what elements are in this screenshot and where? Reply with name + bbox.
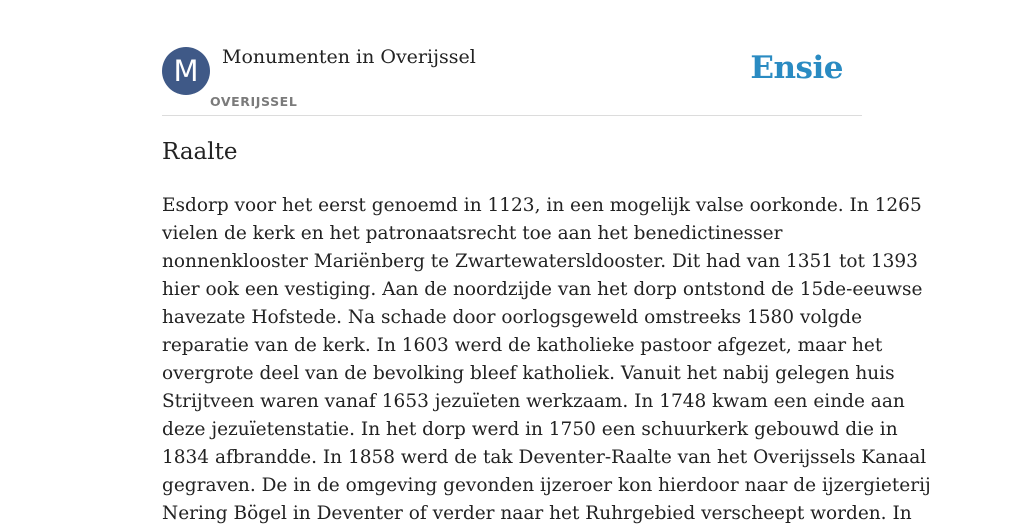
body-line: vielen de kerk en het patronaatsrecht toe aan het benedictinesser [162, 223, 783, 244]
source-avatar[interactable]: M [162, 47, 210, 95]
article-title: Raalte [162, 139, 238, 165]
source-subtitle[interactable]: OVERIJSSEL [210, 94, 298, 109]
header [162, 46, 862, 116]
body-line: Nering Bögel in Deventer of verder naar het Ruhrgebied verscheept worden. In [162, 503, 912, 524]
body-line: nonnenklooster Mariënberg te Zwartewatersldooster. Dit had van 1351 tot 1393 [162, 251, 918, 272]
body-line: deze jezuïetenstatie. In het dorp werd in 1750 een schuurkerk gebouwd die in [162, 419, 898, 440]
source-title[interactable]: Monumenten in Overijssel [222, 46, 476, 68]
body-line: havezate Hofstede. Na schade door oorlogsgeweld omstreeks 1580 volgde [162, 307, 863, 328]
body-line: gegraven. De in de omgeving gevonden ijzeroer kon hierdoor naar de ijzergieterij [162, 475, 931, 496]
body-line: Esdorp voor het eerst genoemd in 1123, in een mogelijk valse oorkonde. In 1265 [162, 195, 922, 216]
body-line: reparatie van de kerk. In 1603 werd de katholieke pastoor afgezet, maar het [162, 335, 883, 356]
article-body [162, 192, 931, 528]
body-line: Strijtveen waren vanaf 1653 jezuïeten werkzaam. In 1748 kwam een einde aan [162, 391, 905, 412]
body-line: 1834 afbrandde. In 1858 werd de tak Deventer-Raalte van het Overijssels Kanaal [162, 447, 927, 468]
body-line: overgrote deel van de bevolking bleef katholiek. Vanuit het nabij gelegen huis [162, 363, 895, 384]
body-line: hier ook een vestiging. Aan de noordzijde van het dorp ontstond de 15de-eeuwse [162, 279, 923, 300]
brand-logo[interactable]: Ensie [750, 50, 843, 86]
